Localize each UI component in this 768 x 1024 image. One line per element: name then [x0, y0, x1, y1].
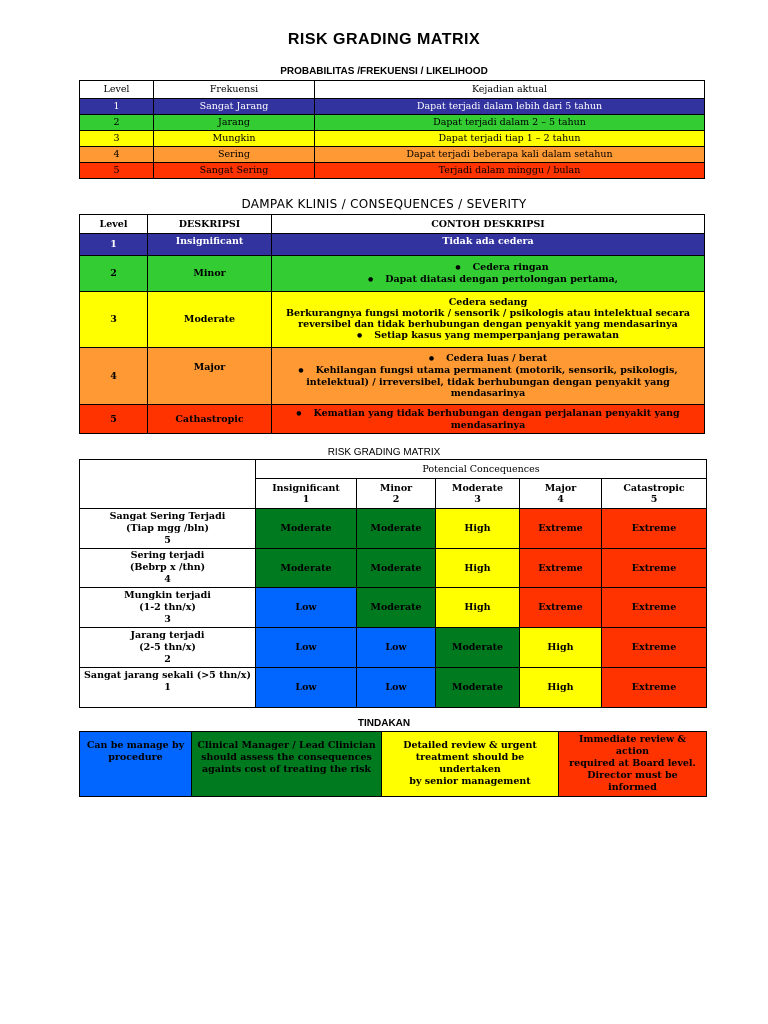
description-cell: Dapat terjadi tiap 1 – 2 tahun [315, 131, 705, 147]
likelihood-row-label: Jarang terjadi (2-5 thn/x) 2 [80, 628, 256, 668]
column-header: Kejadian aktual [315, 81, 705, 99]
likelihood-row-label: Mungkin terjadi (1-2 thn/x) 3 [80, 588, 256, 628]
risk-matrix-table [79, 459, 707, 708]
example-line: Cedera luas / berat [446, 353, 548, 364]
table-row [80, 348, 705, 405]
example-line: Tidak ada cedera [442, 236, 534, 247]
table-row [80, 292, 705, 348]
column-header: DESKRIPSI [148, 215, 272, 234]
severity-heading: DAMPAK KLINIS / CONSEQUENCES / SEVERITY [241, 197, 527, 211]
risk-grade-cell: Moderate [256, 549, 357, 588]
table-row [80, 147, 705, 163]
action-cell-low: Can be manage by procedure [80, 732, 192, 797]
column-header: Major 4 [520, 479, 602, 509]
frequency-cell: Sering [154, 147, 315, 163]
description-cell: Major [148, 348, 272, 405]
frequency-cell: Mungkin [154, 131, 315, 147]
column-header: Frekuensi [154, 81, 315, 99]
example-line: Kematian yang tidak berhubungan dengan perjalanan penyakit yang [313, 407, 680, 419]
risk-grade-cell: Extreme [520, 549, 602, 588]
likelihood-row-label: Sering terjadi (Bebrp x /thn) 4 [80, 549, 256, 588]
column-header: Minor 2 [357, 479, 436, 509]
example-line: Setiap kasus yang memperpanjang perawatan [374, 330, 620, 341]
description-cell: Cathastropic [148, 405, 272, 434]
column-header: Moderate 3 [436, 479, 520, 509]
example-line: intelektual) / irreversibel, tidak berhubungan dengan penyakit yang [306, 377, 670, 388]
table-row [80, 234, 705, 256]
risk-grade-cell: Extreme [520, 509, 602, 549]
column-header: Level [80, 81, 154, 99]
example-line: Kehilangan fungsi utama permanent (motorik, sensorik, psikologis, [315, 365, 678, 376]
level-cell: 2 [80, 115, 154, 131]
frequency-cell: Sangat Jarang [154, 99, 315, 115]
matrix-heading: RISK GRADING MATRIX [327, 447, 441, 458]
level-cell: 5 [80, 163, 154, 179]
risk-grade-cell: High [436, 549, 520, 588]
column-header: Catastropic 5 [602, 479, 707, 509]
risk-grade-cell: Extreme [602, 509, 707, 549]
severity-table [79, 214, 705, 434]
risk-grade-cell: Moderate [357, 549, 436, 588]
level-cell: 3 [80, 292, 148, 348]
description-cell: Insignificant [148, 234, 272, 256]
risk-grade-cell: Extreme [520, 588, 602, 628]
example-cell [272, 405, 705, 434]
level-cell: 4 [80, 147, 154, 163]
table-row [80, 668, 707, 708]
table-row [80, 131, 705, 147]
risk-grade-cell: Moderate [436, 628, 520, 668]
risk-grade-cell: Moderate [357, 509, 436, 549]
table-row [80, 588, 707, 628]
table-row [80, 732, 707, 797]
level-cell: 5 [80, 405, 148, 434]
matrix-corner-cell [80, 460, 256, 509]
frequency-cell: Sangat Sering [154, 163, 315, 179]
example-line: Berkurangnya fungsi motorik / sensorik / psikologis atau intelektual secara [286, 308, 690, 319]
likelihood-table [79, 80, 705, 179]
risk-grade-cell: Extreme [602, 668, 707, 708]
risk-grade-cell: Low [256, 668, 357, 708]
level-cell: 4 [80, 348, 148, 405]
level-cell: 3 [80, 131, 154, 147]
risk-grade-cell: High [436, 509, 520, 549]
example-cell [272, 348, 705, 405]
action-table [79, 731, 707, 797]
table-row [80, 509, 707, 549]
example-line: mendasarinya [450, 419, 526, 431]
table-row [80, 256, 705, 292]
risk-grade-cell: Moderate [436, 668, 520, 708]
example-cell [272, 234, 705, 256]
table-row [80, 405, 705, 434]
table-row [80, 628, 707, 668]
table-header-row [80, 460, 707, 479]
example-line: mendasarinya [450, 388, 526, 399]
risk-grade-cell: Extreme [602, 628, 707, 668]
risk-grade-cell: Low [357, 668, 436, 708]
example-cell [272, 256, 705, 292]
column-header: CONTOH DESKRIPSI [272, 215, 705, 234]
example-cell [272, 292, 705, 348]
risk-grade-cell: Moderate [256, 509, 357, 549]
table-header-row [80, 215, 705, 234]
column-header: Level [80, 215, 148, 234]
description-cell: Minor [148, 256, 272, 292]
risk-grade-cell: High [520, 628, 602, 668]
column-header: Insignificant 1 [256, 479, 357, 509]
potential-consequences-header: Potencial Concequences [256, 460, 707, 479]
table-header-row [80, 81, 705, 99]
risk-grade-cell: Moderate [357, 588, 436, 628]
description-cell: Dapat terjadi dalam lebih dari 5 tahun [315, 99, 705, 115]
table-row [80, 549, 707, 588]
frequency-cell: Jarang [154, 115, 315, 131]
action-cell-extreme: Immediate review & action required at Board level. Director must be informed [559, 732, 707, 797]
action-cell-high: Detailed review & urgent treatment should be undertaken by senior management [382, 732, 559, 797]
likelihood-row-label: Sangat Sering Terjadi (Tiap mgg /bln) 5 [80, 509, 256, 549]
risk-grade-cell: Low [256, 588, 357, 628]
action-heading: TINDAKAN [357, 718, 411, 729]
example-line: reversibel dan tidak berhubungan dengan penyakit yang mendasarinya [298, 319, 678, 330]
table-row [80, 115, 705, 131]
description-cell: Terjadi dalam minggu / bulan [315, 163, 705, 179]
risk-grade-cell: High [436, 588, 520, 628]
level-cell: 1 [80, 234, 148, 256]
description-cell: Dapat terjadi beberapa kali dalam setahun [315, 147, 705, 163]
example-line: Cedera ringan [472, 261, 549, 273]
example-line: Cedera sedang [448, 297, 528, 308]
risk-grade-cell: Low [357, 628, 436, 668]
risk-grade-cell: High [520, 668, 602, 708]
likelihood-row-label: Sangat jarang sekali (>5 thn/x) 1 [80, 668, 256, 708]
example-line: Dapat diatasi dengan pertolongan pertama, [385, 273, 618, 285]
likelihood-heading: PROBABILITAS /FREKUENSI / LIKELIHOOD [280, 66, 488, 77]
level-cell: 1 [80, 99, 154, 115]
table-row [80, 163, 705, 179]
risk-grade-cell: Extreme [602, 549, 707, 588]
description-cell: Moderate [148, 292, 272, 348]
risk-grade-cell: Extreme [602, 588, 707, 628]
action-cell-moderate: Clinical Manager / Lead Clinician should assess the consequences againts cost of treating the risk [192, 732, 382, 797]
description-cell: Dapat terjadi dalam 2 – 5 tahun [315, 115, 705, 131]
risk-grade-cell: Low [256, 628, 357, 668]
page-title: RISK GRADING MATRIX [287, 31, 481, 48]
level-cell: 2 [80, 256, 148, 292]
table-row [80, 99, 705, 115]
